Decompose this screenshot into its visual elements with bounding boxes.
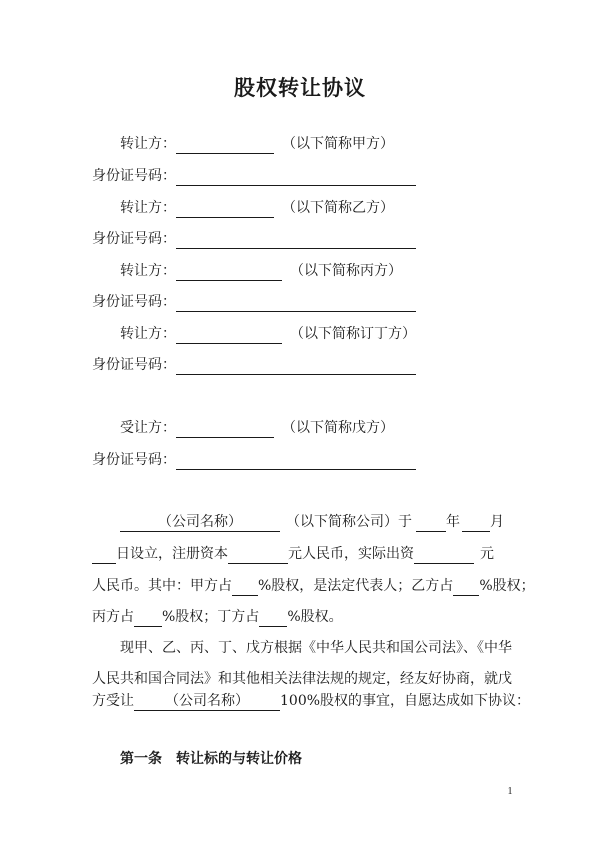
id-row-jia bbox=[92, 166, 416, 186]
party-label: 转让方： bbox=[120, 200, 176, 216]
party-alias: （以下简称订丁方） bbox=[290, 326, 416, 342]
share-ding-text: %股权；丁方占 bbox=[162, 609, 260, 625]
share-ding-end: %股权。 bbox=[287, 609, 343, 625]
party-name-blank[interactable] bbox=[176, 421, 274, 438]
id-row-yi bbox=[92, 229, 416, 249]
company-alias: （以下简称公司）于 bbox=[286, 514, 412, 530]
section-number: 第一条 bbox=[120, 751, 162, 767]
body-line-1 bbox=[120, 512, 504, 532]
body-line-4 bbox=[92, 607, 343, 627]
id-number-blank[interactable] bbox=[176, 453, 416, 470]
actual-capital-text: 元人民币，实际出资 bbox=[288, 546, 414, 562]
id-label: 身份证号码： bbox=[92, 294, 176, 310]
document-title: 股权转让协议 bbox=[234, 75, 366, 100]
party-name-blank[interactable] bbox=[176, 137, 274, 154]
share-yi-text: %股权，是法定代表人；乙方占 bbox=[258, 578, 454, 594]
share-yi-blank[interactable] bbox=[453, 578, 479, 596]
party-name-blank[interactable] bbox=[176, 327, 282, 344]
id-number-blank[interactable] bbox=[176, 169, 416, 186]
share-ding-blank[interactable] bbox=[259, 609, 287, 627]
share-bing-text: 丙方占 bbox=[92, 609, 134, 625]
company-name-blank[interactable]: （公司名称） bbox=[120, 514, 280, 532]
party-alias: （以下简称戊方） bbox=[282, 420, 394, 436]
party-alias: （以下简称丙方） bbox=[290, 263, 402, 279]
actual-capital-blank[interactable] bbox=[414, 546, 474, 564]
party-row-bing bbox=[120, 261, 402, 281]
party-label: 转让方： bbox=[120, 136, 176, 152]
party-row-yi bbox=[120, 198, 394, 218]
section-title: 转让标的与转让价格 bbox=[176, 751, 302, 767]
id-number-blank[interactable] bbox=[176, 358, 416, 375]
yuan-label: 元 bbox=[480, 546, 494, 562]
day-blank[interactable] bbox=[92, 546, 116, 564]
target-company-blank[interactable]: （公司名称） bbox=[134, 693, 280, 711]
id-label: 身份证号码： bbox=[92, 357, 176, 373]
year-blank[interactable] bbox=[416, 514, 446, 532]
id-number-blank[interactable] bbox=[176, 295, 416, 312]
body-line-7 bbox=[92, 691, 530, 711]
party-name-blank[interactable] bbox=[176, 201, 274, 218]
id-number-blank[interactable] bbox=[176, 232, 416, 249]
party-label: 转让方： bbox=[120, 263, 176, 279]
share-jia-blank[interactable] bbox=[232, 578, 258, 596]
party-row-jia bbox=[120, 134, 394, 154]
party-row-wu bbox=[120, 418, 394, 438]
id-label: 身份证号码： bbox=[92, 168, 176, 184]
party-row-ding bbox=[120, 324, 416, 344]
registered-capital-blank[interactable] bbox=[228, 546, 288, 564]
year-label: 年 bbox=[446, 514, 460, 530]
id-row-ding bbox=[92, 355, 416, 375]
share-bing-blank[interactable] bbox=[134, 609, 162, 627]
party-alias: （以下简称乙方） bbox=[282, 200, 394, 216]
share-yi-end: %股权； bbox=[479, 578, 535, 594]
body-line-3 bbox=[92, 576, 535, 596]
id-label: 身份证号码： bbox=[92, 452, 176, 468]
id-row-wu bbox=[92, 450, 416, 470]
share-jia-text: 人民币。其中：甲方占 bbox=[92, 578, 232, 594]
month-blank[interactable] bbox=[462, 514, 490, 532]
transferee-text: 方受让 bbox=[92, 693, 134, 709]
body-line-5: 现甲、乙、丙、丁、戊方根据《中华人民共和国公司法》、《中华 bbox=[120, 640, 512, 656]
party-name-blank[interactable] bbox=[176, 264, 282, 281]
page-number: 1 bbox=[507, 786, 513, 797]
party-label: 受让方： bbox=[120, 420, 176, 436]
party-label: 转让方： bbox=[120, 326, 176, 342]
party-alias: （以下简称甲方） bbox=[282, 136, 394, 152]
month-label: 月 bbox=[490, 514, 504, 530]
id-row-bing bbox=[92, 292, 416, 312]
agreement-purpose-text: 100%股权的事宜，自愿达成如下协议： bbox=[280, 693, 531, 709]
id-label: 身份证号码： bbox=[92, 231, 176, 247]
body-line-6: 人民共和国合同法》和其他相关法律法规的规定，经友好协商，就戊 bbox=[92, 671, 512, 687]
body-line-2 bbox=[92, 544, 494, 564]
registered-capital-text: 日设立，注册资本 bbox=[116, 546, 228, 562]
section-heading bbox=[120, 748, 302, 768]
